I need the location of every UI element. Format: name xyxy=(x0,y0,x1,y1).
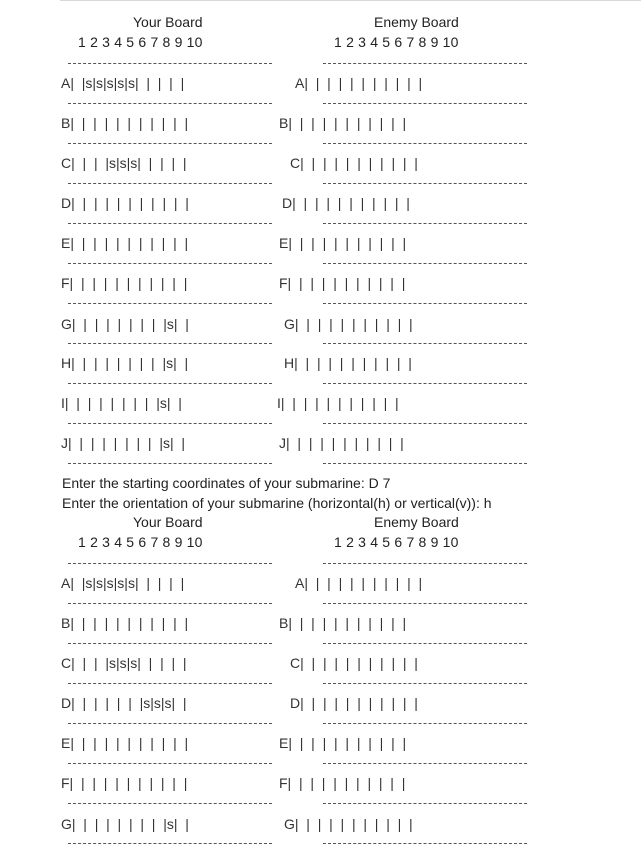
divider xyxy=(68,303,272,304)
divider xyxy=(323,723,527,724)
divider xyxy=(68,383,272,384)
enemy-board-title: Enemy Board xyxy=(374,514,459,530)
divider xyxy=(68,223,272,224)
enemy-board-row-i: I| | | | | | | | | | | xyxy=(277,395,399,411)
divider xyxy=(323,843,527,844)
divider xyxy=(68,103,272,104)
divider xyxy=(323,423,527,424)
divider xyxy=(68,563,272,564)
enemy-board-row-b: B| | | | | | | | | | | xyxy=(279,115,407,131)
your-board-row-f: F| | | | | | | | | | | xyxy=(61,775,188,791)
enemy-board-columns: 1 2 3 4 5 6 7 8 9 10 xyxy=(334,34,459,50)
divider xyxy=(323,103,527,104)
your-board-row-d: D| | | | | | |s|s|s| | xyxy=(61,695,187,711)
enemy-board-row-g: G| | | | | | | | | | | xyxy=(284,816,413,832)
divider xyxy=(68,803,272,804)
divider xyxy=(68,723,272,724)
top-divider xyxy=(60,0,641,1)
divider xyxy=(68,603,272,604)
enemy-board-row-d: D| | | | | | | | | | | xyxy=(282,195,410,211)
enemy-board-row-c: C| | | | | | | | | | | xyxy=(290,155,418,171)
divider xyxy=(68,423,272,424)
your-board-row-f: F| | | | | | | | | | | xyxy=(61,275,188,291)
your-board-row-b: B| | | | | | | | | | | xyxy=(61,115,189,131)
your-board-row-a: A| |s|s|s|s|s| | | | | xyxy=(61,575,185,591)
your-board-row-e: E| | | | | | | | | | | xyxy=(61,235,189,251)
enemy-board-row-f: F| | | | | | | | | | | xyxy=(279,775,406,791)
divider xyxy=(323,63,527,64)
enemy-board-title: Enemy Board xyxy=(374,14,459,30)
enemy-board-row-f: F| | | | | | | | | | | xyxy=(279,275,406,291)
divider xyxy=(323,683,527,684)
divider xyxy=(323,143,527,144)
divider xyxy=(68,343,272,344)
divider xyxy=(323,563,527,564)
divider xyxy=(323,263,527,264)
divider xyxy=(323,463,527,464)
your-board-row-h: H| | | | | | | | |s| | xyxy=(61,355,189,371)
enemy-board-columns: 1 2 3 4 5 6 7 8 9 10 xyxy=(334,534,459,550)
orientation-prompt: Enter the orientation of your submarine (horizontal(h) or vertical(v)): h xyxy=(62,495,492,511)
your-board-columns: 1 2 3 4 5 6 7 8 9 10 xyxy=(78,34,203,50)
divider xyxy=(68,683,272,684)
enemy-board-row-g: G| | | | | | | | | | | xyxy=(284,316,413,332)
divider xyxy=(323,383,527,384)
your-board-row-j: J| | | | | | | | |s| | xyxy=(61,435,186,451)
your-board-row-d: D| | | | | | | | | | | xyxy=(61,195,189,211)
enemy-board-row-d: D| | | | | | | | | | | xyxy=(290,695,418,711)
coordinates-prompt: Enter the starting coordinates of your submarine: D 7 xyxy=(62,475,391,491)
enemy-board-row-b: B| | | | | | | | | | | xyxy=(279,615,407,631)
divider xyxy=(68,763,272,764)
your-board-row-g: G| | | | | | | | |s| | xyxy=(61,316,189,332)
divider xyxy=(68,843,272,844)
divider xyxy=(323,803,527,804)
your-board-title: Your Board xyxy=(133,14,203,30)
enemy-board-row-a: A| | | | | | | | | | | xyxy=(295,75,423,91)
enemy-board-row-j: J| | | | | | | | | | | xyxy=(279,435,404,451)
divider xyxy=(68,463,272,464)
divider xyxy=(68,263,272,264)
your-board-row-a: A| |s|s|s|s|s| | | | | xyxy=(61,75,185,91)
divider xyxy=(323,643,527,644)
divider xyxy=(323,303,527,304)
divider xyxy=(323,343,527,344)
your-board-title: Your Board xyxy=(133,514,203,530)
enemy-board-row-e: E| | | | | | | | | | | xyxy=(279,235,407,251)
your-board-row-c: C| | | |s|s|s| | | | | xyxy=(61,655,187,671)
your-board-row-c: C| | | |s|s|s| | | | | xyxy=(61,155,187,171)
enemy-board-row-c: C| | | | | | | | | | | xyxy=(290,655,418,671)
divider xyxy=(323,183,527,184)
divider xyxy=(68,643,272,644)
divider xyxy=(323,763,527,764)
divider xyxy=(68,183,272,184)
divider xyxy=(68,63,272,64)
enemy-board-row-a: A| | | | | | | | | | | xyxy=(295,575,423,591)
your-board-columns: 1 2 3 4 5 6 7 8 9 10 xyxy=(78,534,203,550)
your-board-row-g: G| | | | | | | | |s| | xyxy=(61,816,189,832)
enemy-board-row-h: H| | | | | | | | | | | xyxy=(284,355,412,371)
your-board-row-b: B| | | | | | | | | | | xyxy=(61,615,189,631)
divider xyxy=(323,223,527,224)
your-board-row-i: I| | | | | | | | |s| | xyxy=(61,395,182,411)
your-board-row-e: E| | | | | | | | | | | xyxy=(61,735,189,751)
enemy-board-row-e: E| | | | | | | | | | | xyxy=(279,735,407,751)
divider xyxy=(323,603,527,604)
divider xyxy=(68,143,272,144)
